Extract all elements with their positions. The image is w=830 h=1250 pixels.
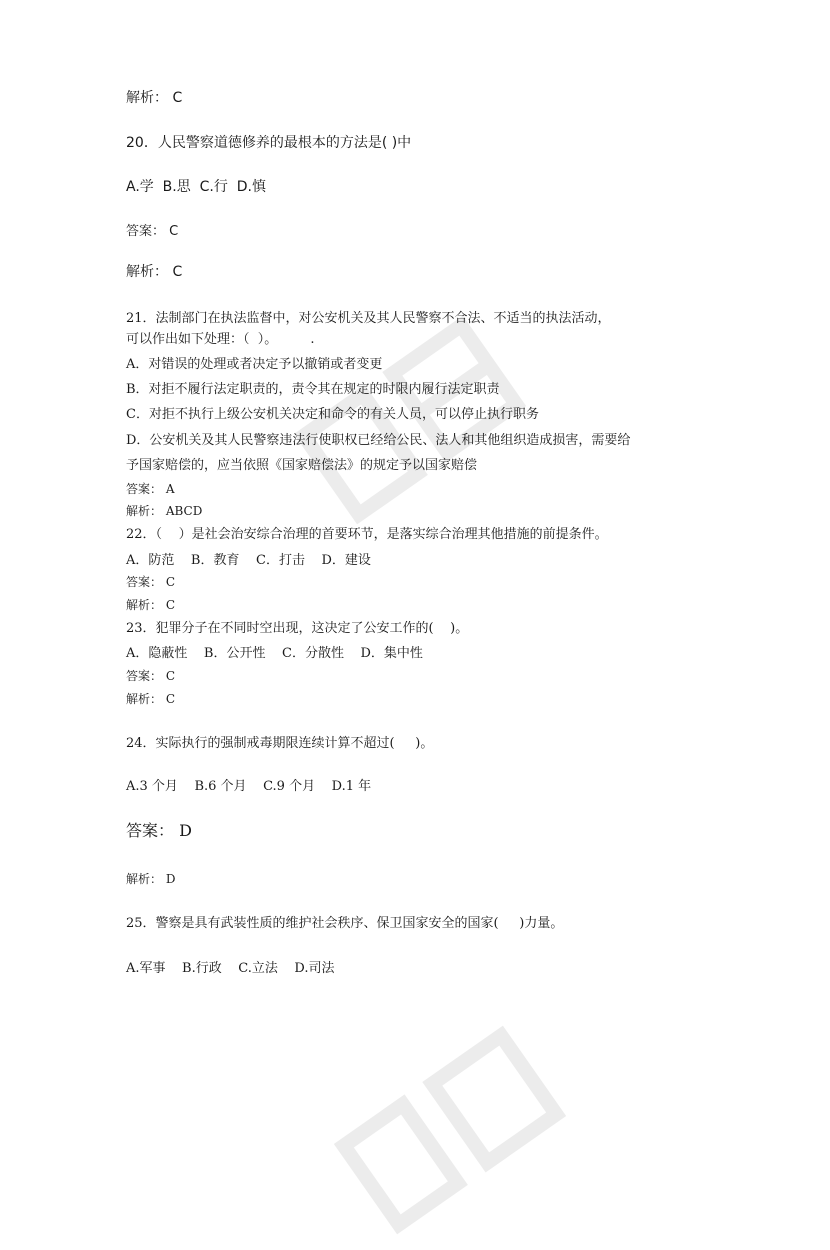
answer-20: 答案： C: [126, 224, 179, 239]
options-22: A．防范 B．教育 C．打击 D．建设: [126, 553, 371, 568]
answer-23: 答案： C: [126, 669, 175, 683]
analysis-21: 解析： ABCD: [126, 504, 203, 518]
question-23: 23．犯罪分子在不同时空出现，这决定了公安工作的( )。: [126, 621, 469, 636]
option-21-b: B．对拒不履行法定职责的，责令其在规定的时限内履行法定职责: [126, 382, 500, 397]
options-25: A.军事 B.行政 C.立法 D.司法: [126, 961, 335, 976]
option-21-d-line2: 予国家赔偿的，应当依照《国家赔偿法》的规定予以国家赔偿: [126, 458, 478, 473]
watermark-icon: [330, 1010, 570, 1250]
question-20: 20．人民警察道德修养的最根本的方法是( )中: [126, 135, 412, 151]
analysis-22: 解析： C: [126, 598, 175, 612]
answer-21: 答案： A: [126, 482, 175, 496]
analysis-19: 解析： C: [126, 90, 183, 106]
options-24: A.3 个月 B.6 个月 C.9 个月 D.1 年: [126, 779, 372, 794]
question-21-line1: 21．法制部门在执法监督中，对公安机关及其人民警察不合法、不适当的执法活动，: [126, 311, 611, 326]
option-21-a: A．对错误的处理或者决定予以撤销或者变更: [126, 357, 383, 372]
analysis-23: 解析： C: [126, 692, 175, 706]
answer-24: 答案： D: [126, 821, 192, 840]
question-25: 25．警察是具有武装性质的维护社会秩序、保卫国家安全的国家( )力量。: [126, 916, 564, 931]
analysis-24: 解析： D: [126, 872, 176, 886]
question-24: 24．实际执行的强制戒毒期限连续计算不超过( )。: [126, 736, 434, 751]
option-21-d-line1: D．公安机关及其人民警察违法行使职权已经给公民、法人和其他组织造成损害，需要给: [126, 433, 631, 448]
option-21-c: C．对拒不执行上级公安机关决定和命令的有关人员，可以停止执行职务: [126, 407, 539, 422]
question-22: 22．（ ）是社会治安综合治理的首要环节，是落实综合治理其他措施的前提条件。: [126, 527, 608, 542]
analysis-20: 解析： C: [126, 264, 183, 280]
question-21-line2: 可以作出如下处理：（ ）。 .: [126, 332, 315, 347]
options-20: A.学 B.思 C.行 D.慎: [126, 179, 266, 195]
options-23: A．隐蔽性 B．公开性 C．分散性 D．集中性: [126, 646, 423, 661]
answer-22: 答案： C: [126, 575, 175, 589]
